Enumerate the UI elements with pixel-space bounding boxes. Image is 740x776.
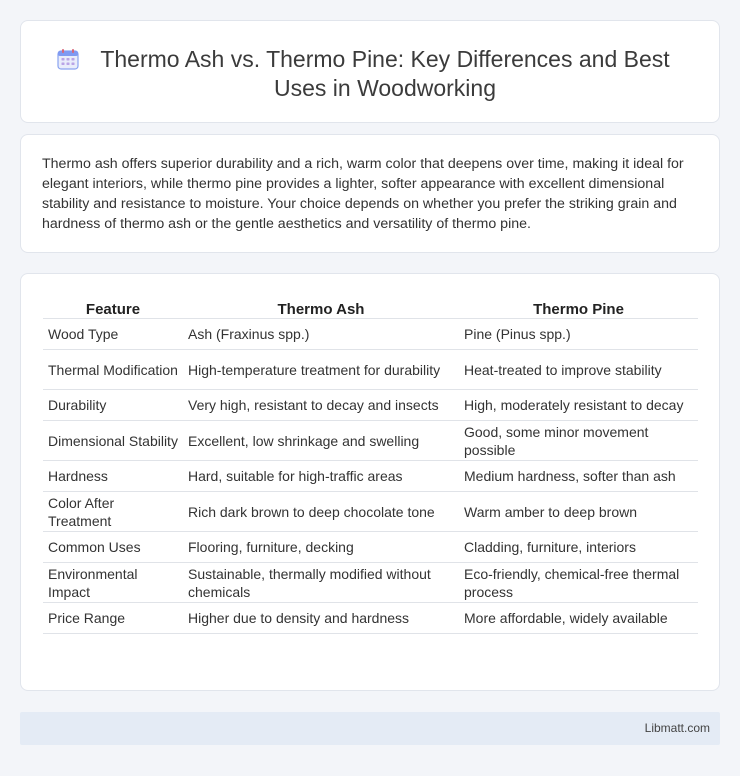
thermo-pine-cell: Cladding, furniture, interiors: [459, 532, 698, 563]
table-row: [43, 492, 698, 532]
thermo-pine-cell: More affordable, widely available: [459, 603, 698, 634]
thermo-pine-cell: Eco-friendly, chemical-free thermal process: [459, 563, 698, 603]
table-row: [43, 390, 698, 421]
feature-cell: Wood Type: [43, 319, 183, 350]
thermo-pine-cell: Heat-treated to improve stability: [459, 350, 698, 390]
feature-cell: Color After Treatment: [43, 492, 183, 532]
page-title: Thermo Ash vs. Thermo Pine: Key Differences and Best Uses in Woodworking: [100, 46, 670, 101]
thermo-ash-cell: Higher due to density and hardness: [183, 603, 459, 634]
table-header-row: [43, 296, 698, 319]
feature-cell: Thermal Modification: [43, 350, 183, 390]
table-row: [43, 350, 698, 390]
footer-brand-link[interactable]: Libmatt.com: [644, 721, 710, 735]
title-card: [20, 20, 720, 123]
feature-cell: Common Uses: [43, 532, 183, 563]
thermo-ash-cell: Very high, resistant to decay and insects: [183, 390, 459, 421]
thermo-pine-cell: Medium hardness, softer than ash: [459, 461, 698, 492]
thermo-ash-cell: Ash (Fraxinus spp.): [183, 319, 459, 350]
comparison-table: [43, 296, 698, 634]
thermo-pine-cell: Good, some minor movement possible: [459, 421, 698, 461]
feature-cell: Hardness: [43, 461, 183, 492]
comparison-card: [20, 273, 720, 691]
feature-cell: Environmental Impact: [43, 563, 183, 603]
thermo-ash-cell: Flooring, furniture, decking: [183, 532, 459, 563]
column-header-feature: Feature: [43, 296, 183, 319]
table-row: [43, 421, 698, 461]
table-row: [43, 563, 698, 603]
feature-cell: Price Range: [43, 603, 183, 634]
thermo-ash-cell: Hard, suitable for high-traffic areas: [183, 461, 459, 492]
column-header-thermo-pine: Thermo Pine: [459, 296, 698, 319]
thermo-pine-cell: Pine (Pinus spp.): [459, 319, 698, 350]
summary-text: Thermo ash offers superior durability and a rich, warm color that deepens over time, making it ideal for elegant interiors, while thermo pine provides a lighter, softer appearance with excellent dimensional stability and resistance to moisture. Your choice depends on whether you prefer the striking grain and hardness of thermo ash or the gentle aesthetics and versatility of thermo pine.: [42, 156, 684, 232]
table-row: [43, 319, 698, 350]
thermo-ash-cell: Rich dark brown to deep chocolate tone: [183, 492, 459, 532]
thermo-pine-cell: High, moderately resistant to decay: [459, 390, 698, 421]
summary-card: [20, 134, 720, 253]
feature-cell: Durability: [43, 390, 183, 421]
table-row: [43, 461, 698, 492]
feature-cell: Dimensional Stability: [43, 421, 183, 461]
column-header-thermo-ash: Thermo Ash: [183, 296, 459, 319]
table-row: [43, 603, 698, 634]
thermo-ash-cell: Sustainable, thermally modified without chemicals: [183, 563, 459, 603]
thermo-pine-cell: Warm amber to deep brown: [459, 492, 698, 532]
thermo-ash-cell: High-temperature treatment for durability: [183, 350, 459, 390]
thermo-ash-cell: Excellent, low shrinkage and swelling: [183, 421, 459, 461]
footer: [20, 712, 720, 745]
table-row: [43, 532, 698, 563]
